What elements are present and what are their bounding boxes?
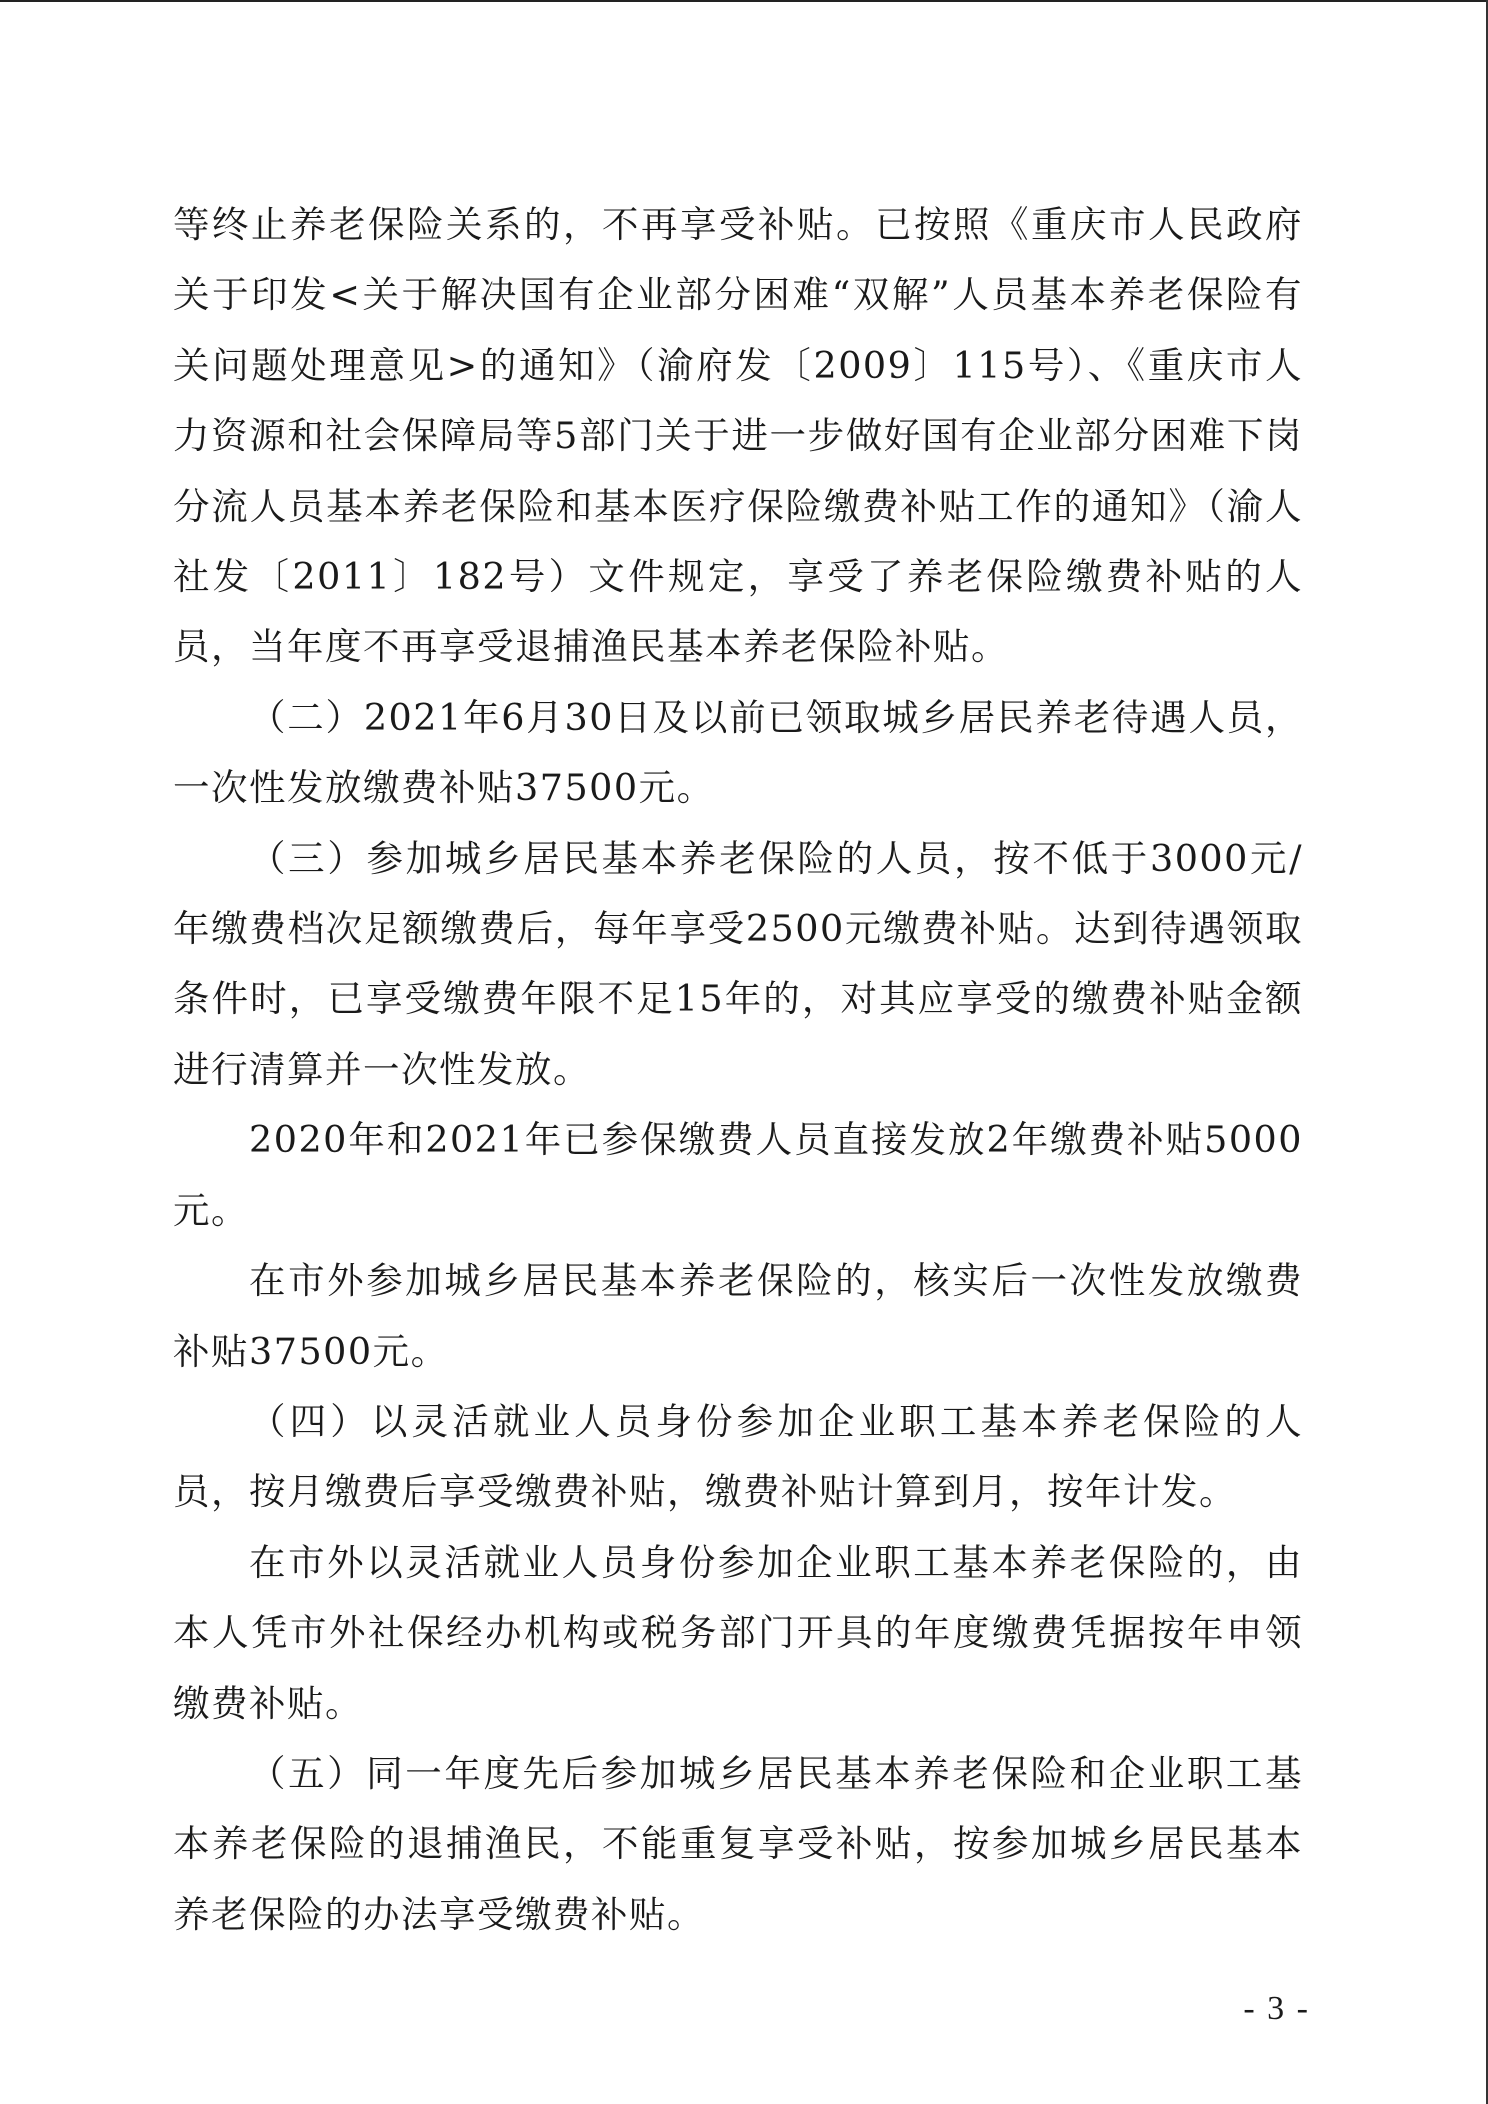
paragraph-8: （五）同一年度先后参加城乡居民基本养老保险和企业职工基本养老保险的退捕渔民，不能重复享受补贴，按参加城乡居民基本养老保险的办法享受缴费补贴。 [173,1751,1303,1936]
paragraph-1: 等终止养老保险关系的，不再享受补贴。已按照《重庆市人民政府关于印发<关于解决国有企业部分困难“双解”人员基本养老保险有关问题处理意见>的通知》（渝府发〔2009〕115号）、《重庆市人力资源和社会保障局等5部门关于进一步做好国有企业部分困难下岗分流人员基本养老保险和基本医疗保险缴费补贴工作的通知》（渝人社发〔2011〕182号）文件规定，享受了养老保险缴费补贴的人员，当年度不再享受退捕渔民基本养老保险补贴。 [173,203,1303,669]
paragraph-7: 在市外以灵活就业人员身份参加企业职工基本养老保险的，由本人凭市外社保经办机构或税务部门开具的年度缴费凭据按年申领缴费补贴。 [173,1540,1303,1725]
paragraph-4: 2020年和2021年已参保缴费人员直接发放2年缴费补贴5000元。 [173,1118,1303,1232]
page-number: - 3 - [1243,1990,1310,2027]
scan-top-edge [0,0,1488,2]
paragraph-2: （二）2021年6月30日及以前已领取城乡居民养老待遇人员，一次性发放缴费补贴37500元。 [173,695,1303,810]
document-body [173,190,1303,1950]
paragraph-3: （三）参加城乡居民基本养老保险的人员，按不低于3000元/年缴费档次足额缴费后，每年享受2500元缴费补贴。达到待遇领取条件时，已享受缴费年限不足15年的，对其应享受的缴费补贴金额进行清算并一次性发放。 [173,836,1303,1091]
paragraph-6: （四）以灵活就业人员身份参加企业职工基本养老保险的人员，按月缴费后享受缴费补贴，缴费补贴计算到月，按年计发。 [173,1399,1303,1514]
paragraph-5: 在市外参加城乡居民基本养老保险的，核实后一次性发放缴费补贴37500元。 [173,1259,1303,1373]
